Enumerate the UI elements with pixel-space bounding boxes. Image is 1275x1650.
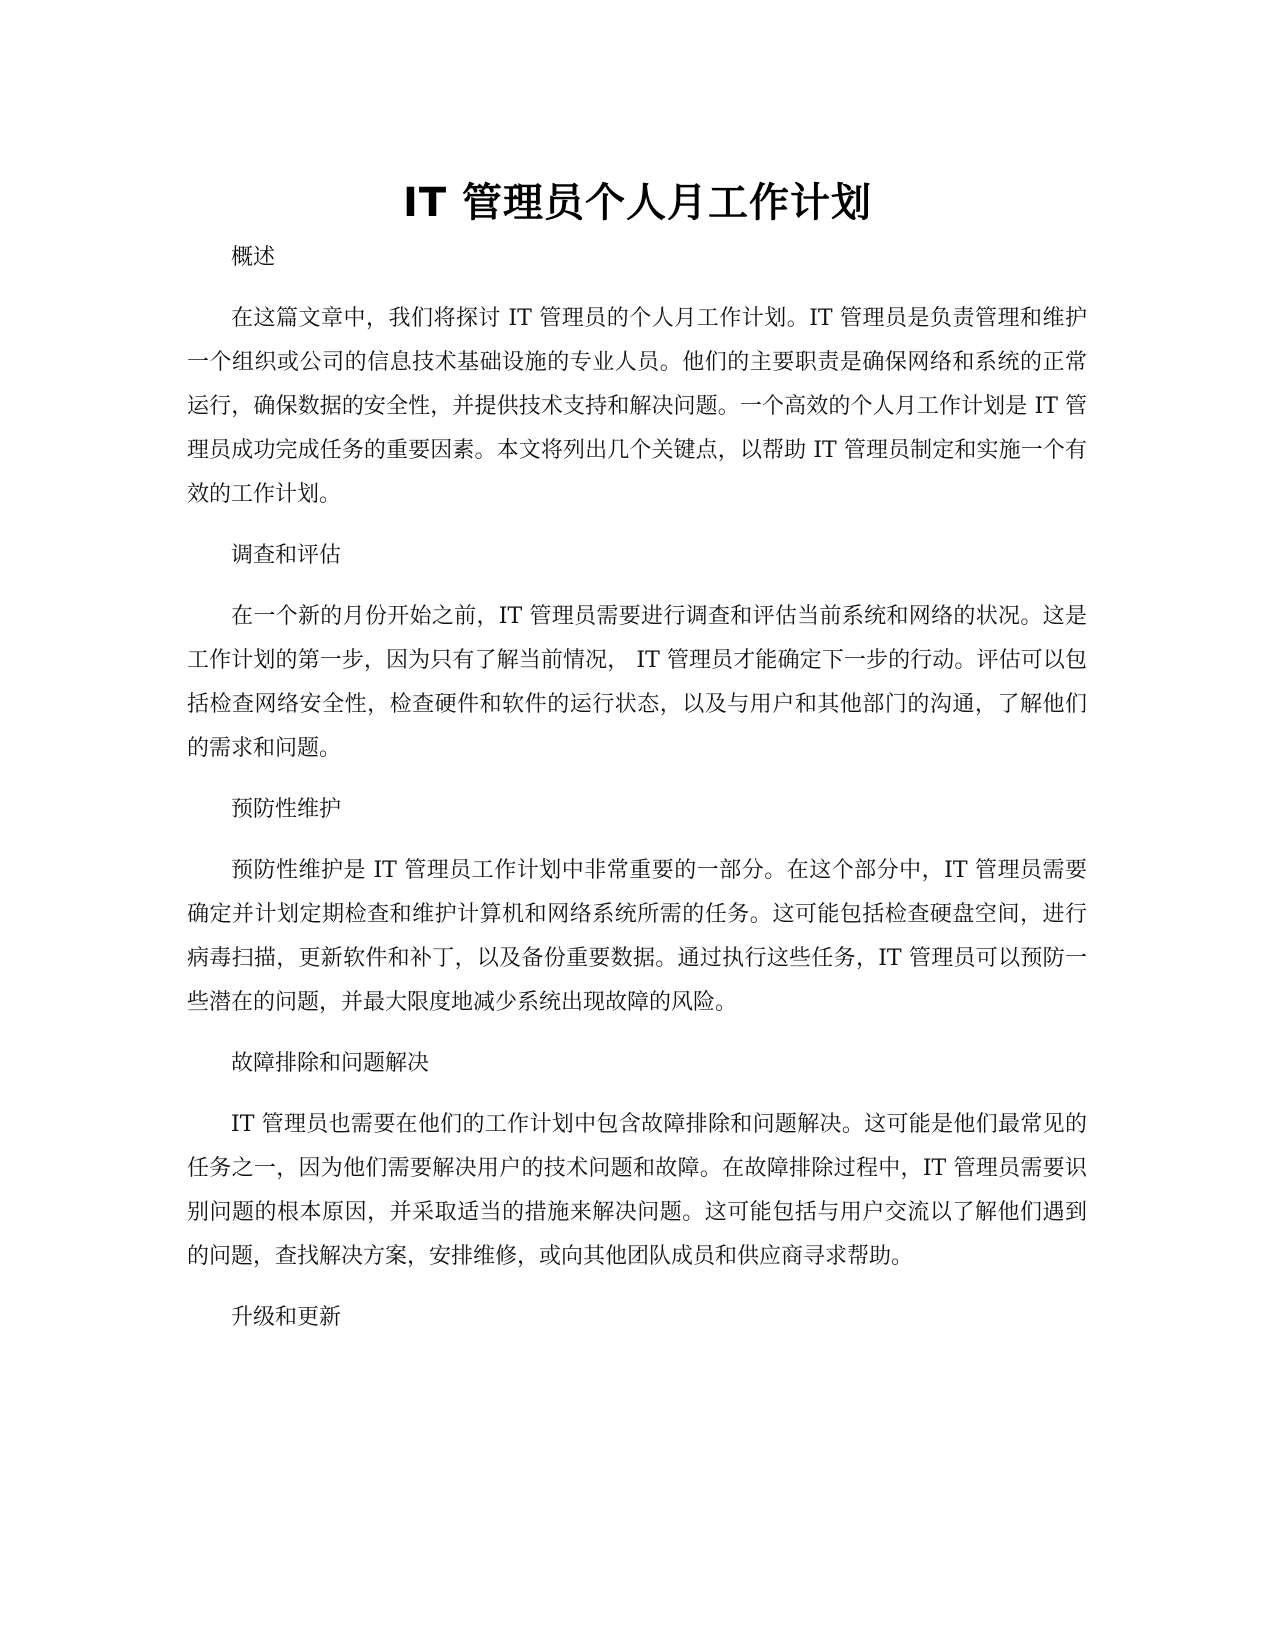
section-paragraph-survey-assessment: 在一个新的月份开始之前，IT 管理员需要进行调查和评估当前系统和网络的状况。这是工作计划的第一步，因为只有了解当前情况， IT 管理员才能确定下一步的行动。评估可以包括检查网络安全性，检查硬件和软件的运行状态，以及与用户和其他部门的沟通，了解他们的需求和问题。 — [187, 604, 1087, 761]
section-heading-survey-assessment: 调查和评估 — [231, 543, 342, 568]
document-title: IT 管理员个人月工作计划 — [402, 179, 873, 226]
document-body — [187, 236, 1087, 1340]
section-paragraph-overview: 在这篇文章中，我们将探讨 IT 管理员的个人月工作计划。IT 管理员是负责管理和维护一个组织或公司的信息技术基础设施的专业人员。他们的主要职责是确保网络和系统的正常运行，确保数据的安全性，并提供技术支持和解决问题。一个高效的个人月工作计划是 IT 管理员成功完成任务的重要因素。本文将列出几个关键点，以帮助 IT 管理员制定和实施一个有效的工作计划。 — [187, 306, 1087, 507]
section-paragraph-preventive-maintenance: 预防性维护是 IT 管理员工作计划中非常重要的一部分。在这个部分中，IT 管理员需要确定并计划定期检查和维护计算机和网络系统所需的任务。这可能包括检查硬盘空间，进行病毒扫描，更新软件和补丁，以及备份重要数据。通过执行这些任务，IT 管理员可以预防一些潜在的问题，并最大限度地减少系统出现故障的风险。 — [187, 858, 1087, 1015]
section-heading-overview: 概述 — [231, 245, 276, 270]
section-heading-troubleshooting: 故障排除和问题解决 — [231, 1051, 430, 1076]
section-paragraph-troubleshooting: IT 管理员也需要在他们的工作计划中包含故障排除和问题解决。这可能是他们最常见的任务之一，因为他们需要解决用户的技术问题和故障。在故障排除过程中，IT 管理员需要识别问题的根本原因，并采取适当的措施来解决问题。这可能包括与用户交流以了解他们遇到的问题，查找解决方案，安排维修，或向其他团队成员和供应商寻求帮助。 — [187, 1112, 1087, 1269]
section-heading-preventive-maintenance: 预防性维护 — [231, 797, 342, 822]
section-heading-upgrades-updates: 升级和更新 — [231, 1305, 342, 1330]
